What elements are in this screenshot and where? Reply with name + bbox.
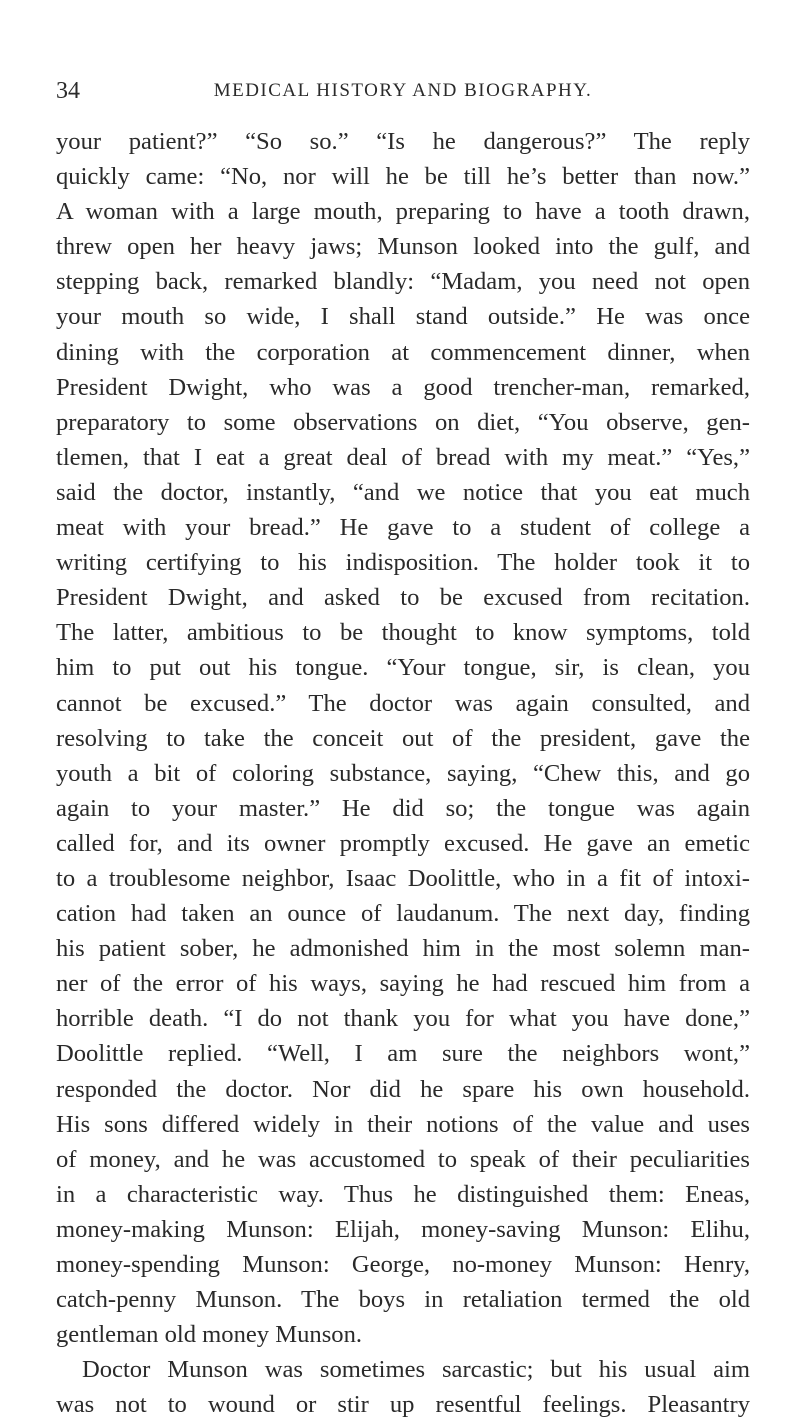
text-line: your mouth so wide, I shall stand outside.” He was once	[56, 303, 750, 331]
text-line: your patient?” “So so.” “Is he dangerous?” The reply	[56, 128, 750, 155]
page-number: 34	[56, 78, 80, 104]
text-line: meat with your bread.” He gave to a student of college a	[56, 514, 750, 542]
text-line: ner of the error of his ways, saying he had rescued him from a	[56, 970, 750, 998]
text-line: A woman with a large mouth, preparing to have a tooth drawn,	[56, 198, 750, 226]
text-line: said the doctor, instantly, “and we notice that you eat much	[56, 478, 750, 506]
text-line: stepping back, remarked blandly: “Madam, you need not open	[56, 268, 750, 296]
text-line-paragraph-start: Doctor Munson was sometimes sarcastic; but his usual aim	[82, 1356, 750, 1384]
text-line: threw open her heavy jaws; Munson looked into the gulf, and	[56, 233, 750, 261]
text-line: called for, and its owner promptly excused. He gave an emetic	[56, 829, 750, 857]
text-line: The latter, ambitious to be thought to know symptoms, told	[56, 619, 750, 647]
text-line: money-making Munson: Elijah, money-saving Munson: Elihu,	[56, 1215, 750, 1243]
text-line: quickly came: “No, nor will he be till he’s better than now.”	[56, 163, 750, 191]
text-line: cation had taken an ounce of laudanum. The next day, finding	[56, 900, 750, 928]
text-line: President Dwight, who was a good trencher-man, remarked,	[56, 373, 750, 401]
text-line: resolving to take the conceit out of the president, gave the	[56, 724, 750, 752]
text-line-paragraph-end: gentleman old money Munson.	[56, 1321, 363, 1349]
text-line: Doolittle replied. “Well, I am sure the neighbors wont,”	[56, 1040, 750, 1068]
running-head	[56, 76, 750, 106]
text-line: was not to wound or stir up resentful feelings. Pleasantry	[56, 1391, 750, 1419]
text-line: again to your master.” He did so; the tongue was again	[56, 794, 750, 822]
text-line: writing certifying to his indisposition. The holder took it to	[56, 549, 750, 577]
text-line: him to put out his tongue. “Your tongue, sir, is clean, you	[56, 654, 750, 682]
text-line: horrible death. “I do not thank you for what you have done,”	[56, 1005, 750, 1033]
text-line: responded the doctor. Nor did he spare his own household.	[56, 1075, 750, 1103]
text-line: dining with the corporation at commencement dinner, when	[56, 338, 750, 366]
text-line: youth a bit of coloring substance, saying, “Chew this, and go	[56, 759, 750, 787]
text-line: President Dwight, and asked to be excused from recitation.	[56, 584, 750, 612]
text-line: catch-penny Munson. The boys in retaliation termed the old	[56, 1286, 750, 1314]
text-line: of money, and he was accustomed to speak of their peculiarities	[56, 1145, 750, 1173]
text-line: to a troublesome neighbor, Isaac Doolittle, who in a fit of intoxi-	[56, 864, 750, 892]
text-line: preparatory to some observations on diet, “You observe, gen-	[56, 408, 750, 436]
text-line: His sons differed widely in their notions of the value and uses	[56, 1110, 750, 1138]
header-title: MEDICAL HISTORY AND BIOGRAPHY.	[213, 80, 593, 101]
text-line: tlemen, that I eat a great deal of bread with my meat.” “Yes,”	[56, 443, 750, 471]
text-line: cannot be excused.” The doctor was again consulted, and	[56, 689, 750, 717]
text-line: in a characteristic way. Thus he distinguished them: Eneas,	[56, 1180, 750, 1208]
text-line: his patient sober, he admonished him in the most solemn man-	[56, 935, 750, 963]
text-line: money-spending Munson: George, no-money Munson: Henry,	[56, 1251, 750, 1278]
body-text	[56, 124, 750, 1422]
